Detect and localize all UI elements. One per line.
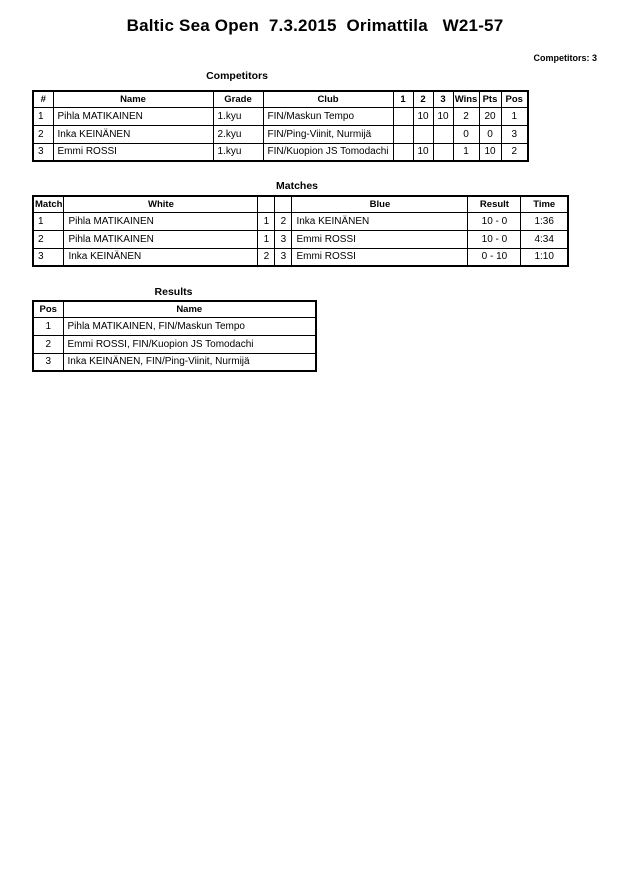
match-row [33,230,568,248]
col-header-time: Time [521,196,568,212]
competitor-club-cell: FIN/Maskun Tempo [263,107,393,125]
competitor-name-cell: Pihla MATIKAINEN [53,107,213,125]
col-header-blue: Blue [292,196,468,212]
white-number-cell: 2 [258,248,275,266]
competitor-row [33,143,528,161]
competitor-score3-cell: 10 [433,107,453,125]
results-header-row [33,301,316,317]
position-cell: 3 [33,353,63,371]
competitor-score2-cell: 10 [413,143,433,161]
competitor-club-cell: FIN/Kuopion JS Tomodachi [263,143,393,161]
result-cell: 10 - 0 [468,212,521,230]
col-header-result: Result [468,196,521,212]
competitor-number-cell: 2 [33,125,53,143]
competitor-pos-cell: 3 [501,125,528,143]
competitor-pts-cell: 10 [479,143,501,161]
competitor-pos-cell: 2 [501,143,528,161]
competitor-number-cell: 3 [33,143,53,161]
col-header-position: Pos [33,301,63,317]
competitors-count-label: Competitors: 3 [533,53,597,63]
blue-name-cell: Emmi ROSSI [292,248,468,266]
competitor-score1-cell [393,125,413,143]
white-name-cell: Inka KEINÄNEN [64,248,258,266]
col-header-opp1: 1 [393,91,413,107]
position-cell: 1 [33,317,63,335]
matches-section-heading: Matches [275,180,318,192]
competitor-row [33,125,528,143]
blue-name-cell: Inka KEINÄNEN [292,212,468,230]
result-row [33,353,316,371]
time-cell: 1:10 [521,248,568,266]
blue-number-cell: 3 [275,248,292,266]
white-number-cell: 1 [258,230,275,248]
result-cell: 10 - 0 [468,230,521,248]
result-cell: 0 - 10 [468,248,521,266]
competitors-header-row [33,91,528,107]
competitor-name-cell: Inka KEINÄNEN [53,125,213,143]
white-number-cell: 1 [258,212,275,230]
results-section-heading: Results [154,286,193,298]
competitor-row [33,107,528,125]
page-title: Baltic Sea Open 7.3.2015 Orimattila W21-57 [126,16,504,35]
col-header-wins: Wins [453,91,479,107]
competitors-section-heading: Competitors [206,70,268,82]
blue-number-cell: 2 [275,212,292,230]
time-cell: 4:34 [521,230,568,248]
matches-header-row [33,196,568,212]
blue-number-cell: 3 [275,230,292,248]
competitor-grade-cell: 1.kyu [213,143,263,161]
col-header-match: Match [33,196,64,212]
col-header-opp2: 2 [413,91,433,107]
col-header-opp3: 3 [433,91,453,107]
competitor-score3-cell [433,125,453,143]
competitors-table [32,90,529,162]
competitor-score2-cell: 10 [413,107,433,125]
result-name-cell: Inka KEINÄNEN, FIN/Ping-Viinit, Nurmijä [63,353,316,371]
match-number-cell: 2 [33,230,64,248]
match-row [33,248,568,266]
col-header-blue-num [275,196,292,212]
competitor-pts-cell: 20 [479,107,501,125]
competitor-wins-cell: 1 [453,143,479,161]
competitor-score1-cell [393,107,413,125]
competitor-grade-cell: 1.kyu [213,107,263,125]
competitor-pts-cell: 0 [479,125,501,143]
competitor-score3-cell [433,143,453,161]
result-row [33,317,316,335]
col-header-pts: Pts [479,91,501,107]
time-cell: 1:36 [521,212,568,230]
col-header-white-num [258,196,275,212]
competitor-pos-cell: 1 [501,107,528,125]
white-name-cell: Pihla MATIKAINEN [64,212,258,230]
competitor-number-cell: 1 [33,107,53,125]
competitor-name-cell: Emmi ROSSI [53,143,213,161]
white-name-cell: Pihla MATIKAINEN [64,230,258,248]
col-header-result-name: Name [63,301,316,317]
col-header-white: White [64,196,258,212]
col-header-name: Name [53,91,213,107]
competitor-wins-cell: 2 [453,107,479,125]
col-header-club: Club [263,91,393,107]
match-number-cell: 1 [33,212,64,230]
result-row [33,335,316,353]
competitor-club-cell: FIN/Ping-Viinit, Nurmijä [263,125,393,143]
match-row [33,212,568,230]
matches-table [32,195,569,267]
col-header-grade: Grade [213,91,263,107]
competitor-score2-cell [413,125,433,143]
results-table [32,300,317,372]
competitor-grade-cell: 2.kyu [213,125,263,143]
col-header-pos: Pos [501,91,528,107]
competitor-score1-cell [393,143,413,161]
competitor-wins-cell: 0 [453,125,479,143]
result-name-cell: Pihla MATIKAINEN, FIN/Maskun Tempo [63,317,316,335]
col-header-number: # [33,91,53,107]
position-cell: 2 [33,335,63,353]
blue-name-cell: Emmi ROSSI [292,230,468,248]
match-number-cell: 3 [33,248,64,266]
result-name-cell: Emmi ROSSI, FIN/Kuopion JS Tomodachi [63,335,316,353]
